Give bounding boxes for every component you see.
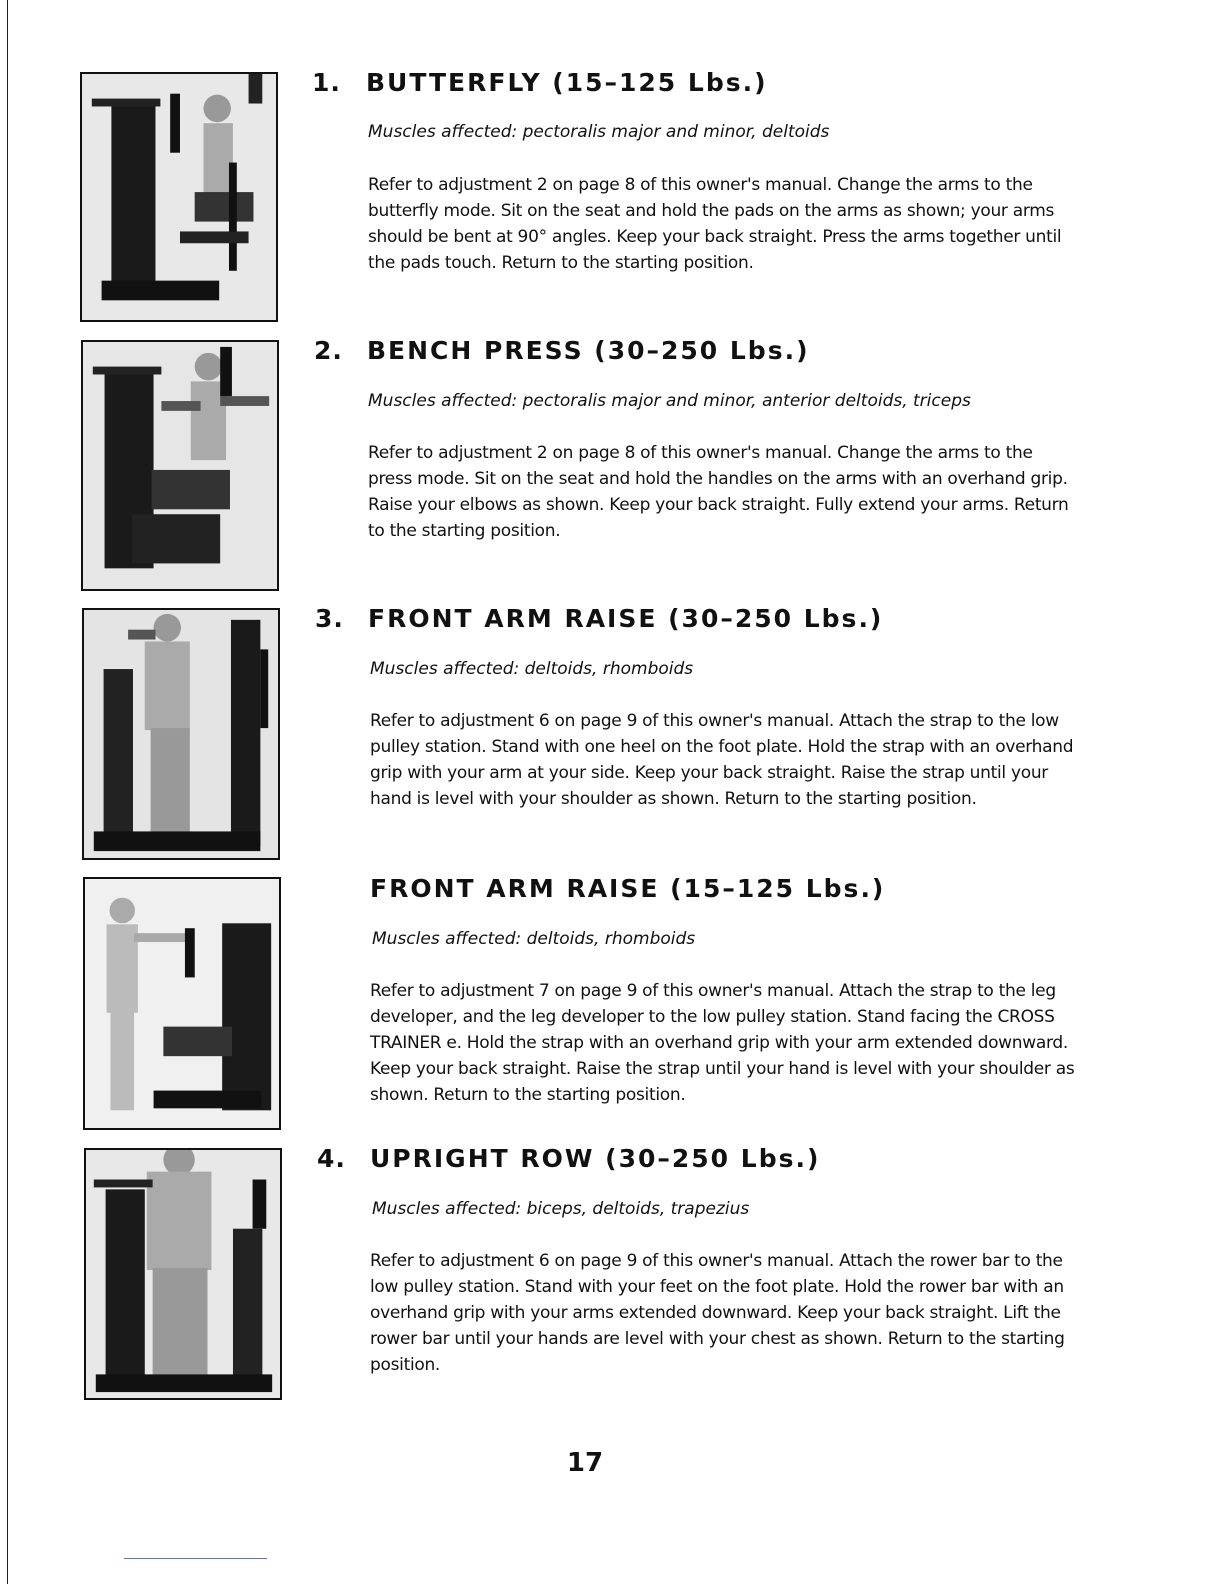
muscles-affected: Muscles affected: pectoralis major and minor, deltoids: [368, 122, 830, 142]
exercise-title: UPRIGHT ROW (30–250 Lbs.): [370, 1144, 821, 1173]
footer-rule: [124, 1558, 267, 1559]
exercise-title: FRONT ARM RAISE (30–250 Lbs.): [368, 604, 884, 633]
exercise-title: BUTTERFLY (15–125 Lbs.): [366, 68, 768, 97]
muscles-affected: Muscles affected: pectoralis major and minor, anterior deltoids, triceps: [368, 391, 971, 411]
gym-machine-illustration: [82, 74, 276, 320]
exercise-photo: [84, 1148, 282, 1400]
gym-machine-illustration: [84, 610, 278, 858]
exercise-photo: [83, 877, 281, 1130]
muscles-affected: Muscles affected: deltoids, rhomboids: [370, 659, 694, 679]
exercise-number: 3.: [315, 604, 344, 633]
gym-machine-illustration: [86, 1150, 280, 1398]
gym-machine-illustration: [85, 879, 279, 1128]
exercise-instructions: Refer to adjustment 7 on page 9 of this owner's manual. Attach the strap to the leg developer, and the leg developer to the low pulley station. Stand facing the CROSS TRAINER e. Hold the strap with an overhand grip with your arm extended downward. Keep your back straight. Raise the strap until your hand is level with your shoulder as shown. Return to the starting position.: [370, 981, 1075, 1105]
exercise-title: FRONT ARM RAISE (15–125 Lbs.): [370, 874, 886, 903]
exercise-photo: [82, 608, 280, 860]
muscles-affected: Muscles affected: biceps, deltoids, trapezius: [372, 1199, 750, 1219]
exercise-number: 1.: [312, 68, 341, 97]
exercise-instructions: Refer to adjustment 6 on page 9 of this owner's manual. Attach the rower bar to the low pulley station. Stand with your feet on the foot plate. Hold the rower bar with an overhand grip with your arms extended downward. Keep your back straight. Lift the rower bar until your hands are level with your chest as shown. Return to the starting position.: [370, 1251, 1065, 1375]
exercise-instructions: Refer to adjustment 2 on page 8 of this owner's manual. Change the arms to the butterfly mode. Sit on the seat and hold the pads on the arms as shown; your arms should be bent at 90° angles. Keep your back straight. Press the arms together until the pads touch. Return to the starting position.: [368, 175, 1062, 273]
gym-machine-illustration: [83, 342, 277, 589]
exercise-number: 4.: [317, 1144, 346, 1173]
exercise-photo: [80, 72, 278, 322]
exercise-instructions: Refer to adjustment 6 on page 9 of this owner's manual. Attach the strap to the low pulley station. Stand with one heel on the foot plate. Hold the strap with an overhand grip with your arm at your side. Keep your back straight. Raise the strap until your hand is level with your shoulder as shown. Return to the starting position.: [370, 711, 1074, 809]
page-number: 17: [566, 1448, 604, 1478]
muscles-affected: Muscles affected: deltoids, rhomboids: [372, 929, 696, 949]
page-left-rule: [7, 0, 8, 1584]
exercise-title: BENCH PRESS (30–250 Lbs.): [367, 336, 810, 365]
exercise-photo: [81, 340, 279, 591]
exercise-instructions: Refer to adjustment 2 on page 8 of this owner's manual. Change the arms to the press mode. Sit on the seat and hold the handles on the arms with an overhand grip. Raise your elbows as shown. Keep your back straight. Fully extend your arms. Return to the starting position.: [368, 443, 1069, 541]
exercise-number: 2.: [314, 336, 343, 365]
